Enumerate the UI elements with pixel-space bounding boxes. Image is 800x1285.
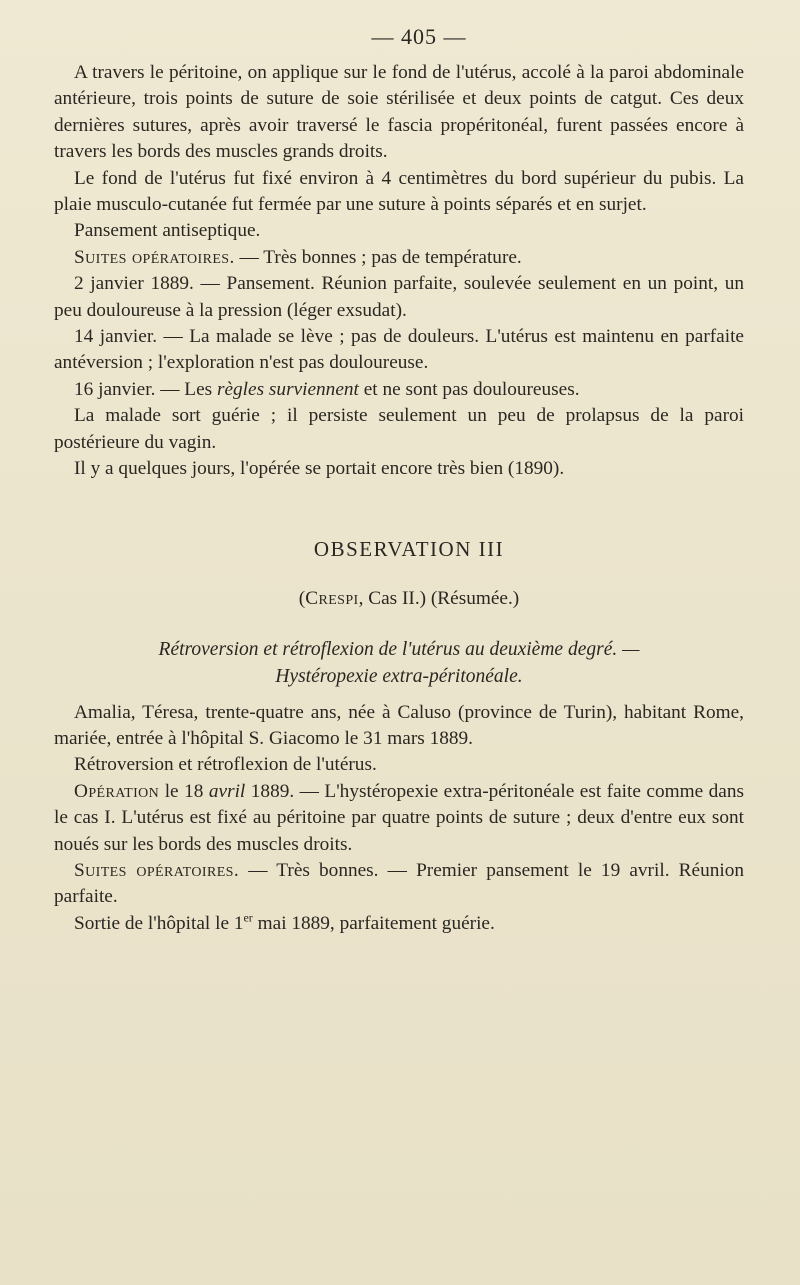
paragraph-14-janvier: 14 janvier. — La malade se lève ; pas de douleurs. L'utérus est maintenu en parfaite antéversion ; l'exploration n'est pas douloureuse. xyxy=(54,326,744,374)
suites-2-text: — Très bonnes. — Premier pansement le 19 avril. Réunion parfaite. xyxy=(54,859,745,908)
paragraph-diagnosis: Rétroversion et rétroflexion de l'utérus. xyxy=(74,754,377,776)
entry-16jan-italic: règles surviennent xyxy=(216,378,359,400)
entry-16jan-suffix: et ne sont pas douloureuses. xyxy=(358,378,580,400)
operation-suffix: 1889. — L'hystéropexie extra-péritonéale est faite comme dans le cas I. L'utérus est fixé au péritoine par quatre points de suture ; deux d'entre eux sont noués sur les bords des muscles droits. xyxy=(54,780,744,855)
paragraph-operation xyxy=(54,779,744,858)
sortie-prefix: Sortie de l'hôpital le 1 xyxy=(74,912,244,934)
paragraph-1890: Il y a quelques jours, l'opérée se portait encore très bien (1890). xyxy=(74,458,565,480)
paragraph-fixation: Le fond de l'utérus fut fixé environ à 4 centimètres du bord supérieur du pubis. La plaie musculo-cutanée fut fermée par une suture à points séparés et en surjet. xyxy=(54,167,744,216)
observation-title: OBSERVATION III xyxy=(313,536,505,561)
paragraph-patient: Amalia, Téresa, trente-quatre ans, née à Caluso (province de Turin), habitant Rome, mariée, entrée à l'hôpital S. Giacomo le 31 mars 1889. xyxy=(54,701,744,749)
paragraph-sortie xyxy=(54,911,744,937)
suites-text: — Très bonnes ; pas de température. xyxy=(234,246,522,268)
operation-italic: avril xyxy=(208,780,246,802)
subtitle-author: Crespi xyxy=(305,587,359,609)
paragraph-2-janvier: 2 janvier 1889. — Pansement. Réunion parfaite, soulevée seulement en un point, un peu douloureuse à la pression (léger exsudat). xyxy=(54,273,744,321)
heading-line-1: Rétroversion et rétroflexion de l'utérus au deuxième degré. — xyxy=(158,638,640,660)
observation-subtitle xyxy=(54,588,744,610)
paragraph-guerie: La malade sort guérie ; il persiste seulement un peu de prolapsus de la paroi postérieure du vagin. xyxy=(54,405,744,453)
suites-label: Suites opératoires. xyxy=(74,246,235,268)
paragraph-suites-2 xyxy=(54,858,744,911)
sortie-suffix: mai 1889, parfaitement guérie. xyxy=(252,912,495,934)
heading-line-2: Hystéropexie extra-péritonéale. xyxy=(275,665,523,687)
paragraph-pansement: Pansement antiseptique. xyxy=(74,220,261,242)
subtitle-open: ( xyxy=(298,587,306,609)
paragraph-suites-1 xyxy=(54,245,744,271)
entry-16jan-prefix: 16 janvier. — Les xyxy=(74,378,217,400)
suites-2-label: Suites opératoires. xyxy=(74,859,240,881)
operation-label: Opération xyxy=(74,780,160,802)
page-number: — 405 — xyxy=(371,24,467,49)
subtitle-rest: , Cas II.) (Résumée.) xyxy=(358,587,520,609)
paragraph-16-janvier xyxy=(54,377,744,403)
observation-heading xyxy=(54,636,744,690)
sortie-sup: er xyxy=(243,910,253,925)
paragraph-suture: A travers le péritoine, on applique sur le fond de l'utérus, accolé à la paroi abdominale antérieure, trois points de suture de soie stérilisée et deux points de catgut. Ces deux dernières sutures, après avoir traversé le fascia propéritonéal, furent passées encore à travers les bords des muscles grands droits. xyxy=(54,62,744,163)
operation-prefix: le 18 xyxy=(159,780,209,802)
